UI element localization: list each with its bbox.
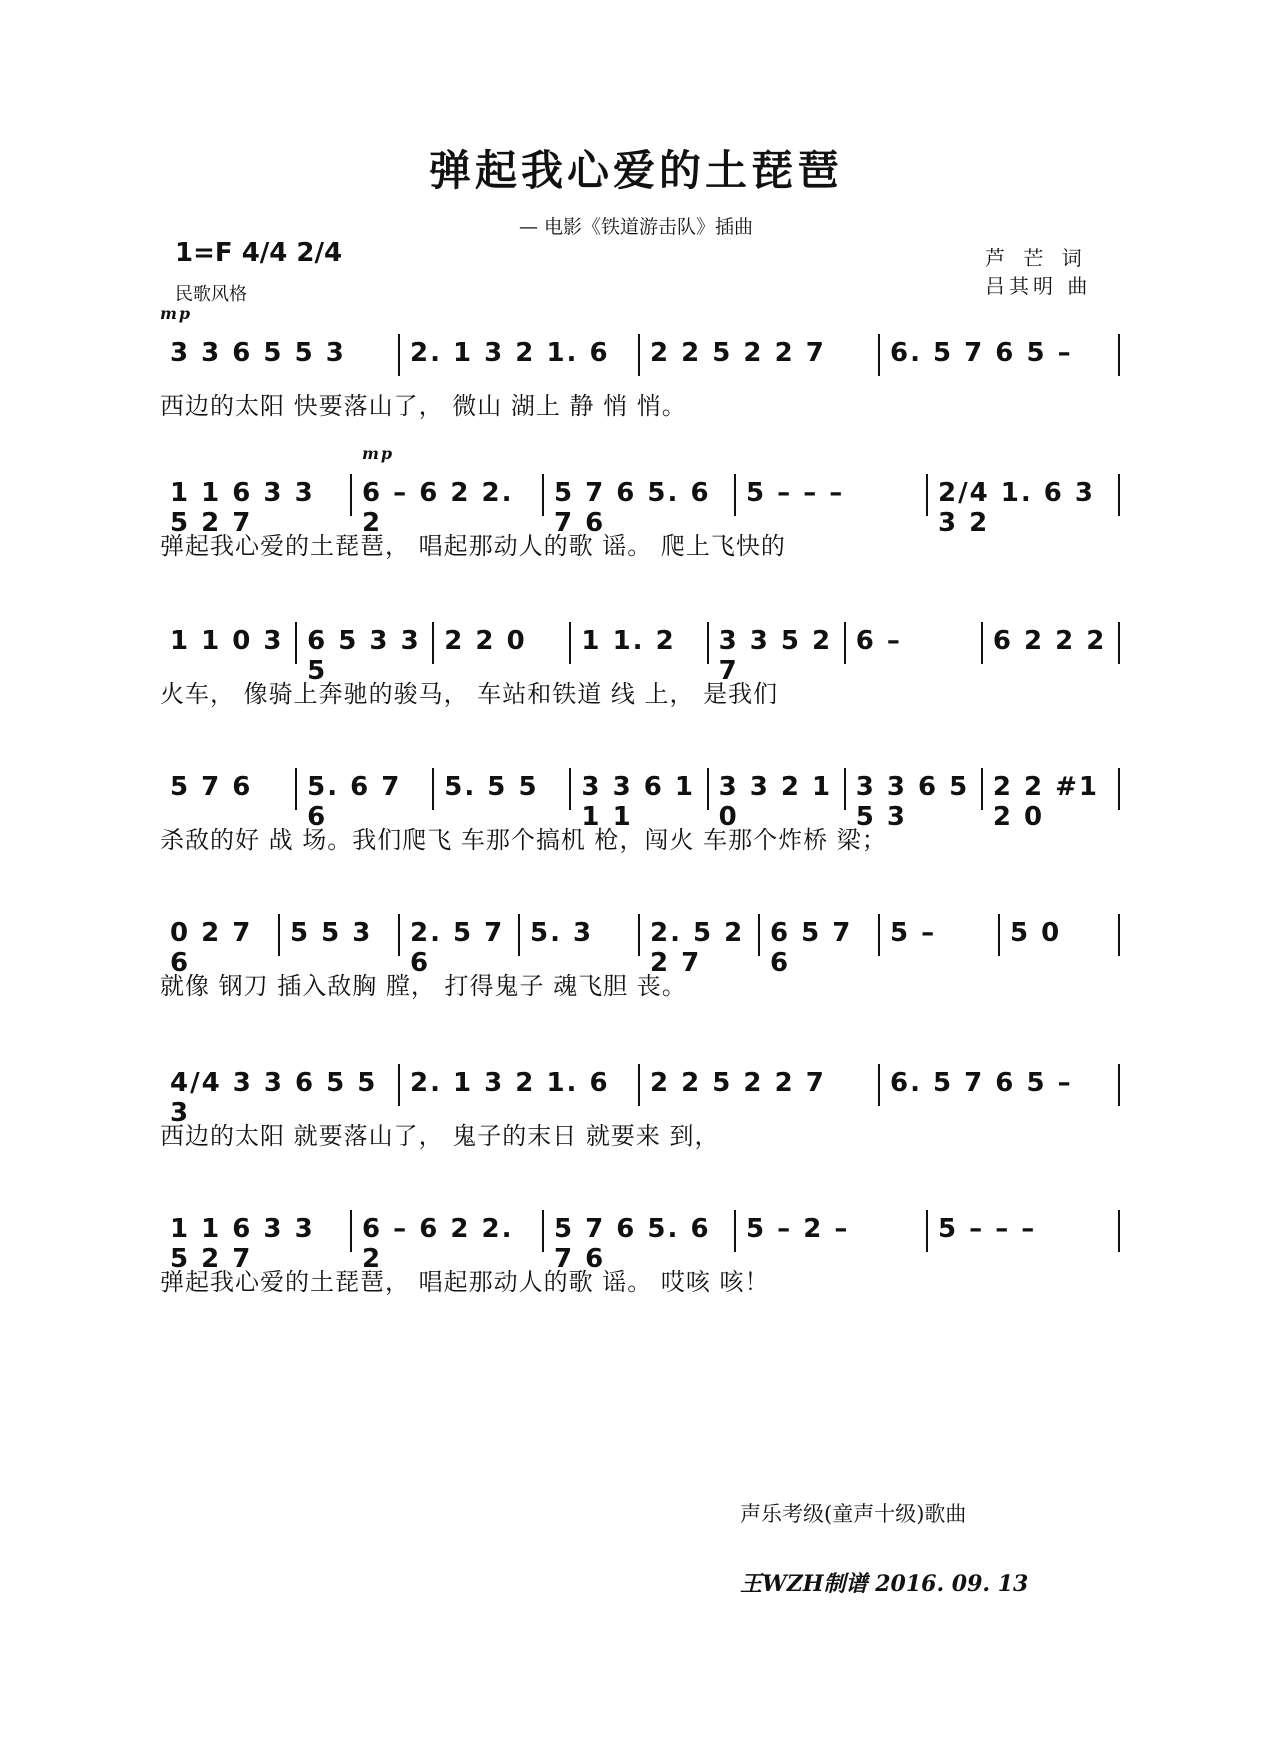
notation-line: [160, 1060, 1120, 1128]
song-title: 弹起我心爱的土琵琶: [428, 146, 843, 195]
barline: [707, 768, 709, 810]
barline: [734, 474, 736, 516]
measure: 1 1 0 3: [170, 626, 284, 656]
measure: 1 1 6 3 3 5 2 7: [170, 478, 315, 538]
lyricist-credit: 芦 芒 词: [985, 246, 1088, 270]
barline: [1118, 1064, 1120, 1106]
lyrics-line: 火车， 像骑上奔驰的骏马， 车站和铁道 线 上， 是我们: [160, 680, 779, 708]
barline: [878, 914, 880, 956]
measure: 5 – 2 –: [746, 1214, 850, 1244]
measure: 5 5 3: [290, 918, 373, 948]
measure: 6 5 3 3 5: [307, 626, 421, 686]
measure: 6. 5 7 6 5 –: [890, 338, 1073, 368]
lyrics-line: 西边的太阳 快要落山了， 微山 湖上 静 悄 悄。: [160, 392, 687, 420]
measure: 5 – – –: [746, 478, 845, 508]
measure: 2. 1 3 2 1. 6: [410, 1068, 610, 1098]
footer-note: 声乐考级(童声十级)歌曲: [740, 1502, 967, 1526]
measure: 0 2 7 6: [170, 918, 253, 978]
barline: [569, 622, 571, 664]
barline: [398, 334, 400, 376]
barline: [295, 622, 297, 664]
barline: [998, 914, 1000, 956]
key-signature: 1=F 4/4 2/4: [175, 238, 343, 268]
barline: [638, 334, 640, 376]
barline: [569, 768, 571, 810]
measure: 5 7 6: [170, 772, 253, 802]
barline: [926, 1210, 928, 1252]
barline: [981, 768, 983, 810]
notation-line: [160, 304, 1120, 380]
measure: 2 2 #1 2 0: [992, 772, 1100, 832]
song-subtitle: — 电影《铁道游击队》插曲: [518, 216, 754, 238]
notation-line: [160, 444, 1120, 538]
measure: 6 – 6 2 2. 2: [362, 478, 514, 538]
barline: [432, 768, 434, 810]
composer-credit: 吕其明 曲: [985, 274, 1092, 298]
barline: [278, 914, 280, 956]
barline: [542, 474, 544, 516]
barline: [398, 1064, 400, 1106]
measure: 2 2 5 2 2 7: [650, 1068, 826, 1098]
barline: [926, 474, 928, 516]
measure: 6 –: [855, 626, 902, 656]
measure: 2/4 1. 6 3 3 2: [938, 478, 1095, 538]
measure: 6 5 7 6: [770, 918, 853, 978]
barline: [981, 622, 983, 664]
measure: 2 2 0: [444, 626, 527, 656]
measure: 5. 5 5: [444, 772, 539, 802]
measure: 1 1. 2: [581, 626, 676, 656]
measure: 6 2 2 2: [992, 626, 1107, 656]
barline: [1118, 768, 1120, 810]
barline: [295, 768, 297, 810]
barline: [638, 1064, 640, 1106]
barline: [1118, 622, 1120, 664]
dynamic-marking: mp: [160, 304, 193, 323]
barline: [398, 914, 400, 956]
lyrics-line: 就像 钢刀 插入敌胸 膛， 打得鬼子 魂飞胆 丧。: [160, 972, 687, 1000]
barline: [350, 474, 352, 516]
barline: [518, 914, 520, 956]
measure: 5 –: [890, 918, 937, 948]
lyrics-line: 西边的太阳 就要落山了， 鬼子的末日 就要来 到，: [160, 1122, 720, 1150]
measure: 2. 1 3 2 1. 6: [410, 338, 610, 368]
measure: 5 – – –: [938, 1214, 1037, 1244]
barline: [878, 1064, 880, 1106]
barline: [542, 1210, 544, 1252]
measure: 3 3 6 5 5 3: [170, 338, 346, 368]
barline: [758, 914, 760, 956]
measure: 2. 5 7 6: [410, 918, 505, 978]
lyrics-line: 弹起我心爱的土琵琶， 唱起那动人的歌 谣。 爬上飞快的: [160, 532, 786, 560]
barline: [350, 1210, 352, 1252]
footer-credit: 王WZH制谱 2016. 09. 13: [740, 1571, 1029, 1597]
barline: [844, 768, 846, 810]
barline: [734, 1210, 736, 1252]
style-marking: 民歌风格: [175, 284, 247, 305]
measure: 3 3 6 1 1 1: [581, 772, 695, 832]
measure: 5 7 6 5. 6 7 6: [554, 478, 711, 538]
measure: 5. 3: [530, 918, 594, 948]
barline: [1118, 474, 1120, 516]
measure: 6 – 6 2 2. 2: [362, 1214, 514, 1274]
lyrics-line: 弹起我心爱的土琵琶， 唱起那动人的歌 谣。 哎咳 咳！: [160, 1268, 770, 1296]
measure: 1 1 6 3 3 5 2 7: [170, 1214, 315, 1274]
barline: [1118, 914, 1120, 956]
dynamic-marking: mp: [362, 444, 395, 463]
measure: 2 2 5 2 2 7: [650, 338, 826, 368]
measure: 6. 5 7 6 5 –: [890, 1068, 1073, 1098]
notation-line: [160, 764, 1120, 832]
measure: 5 7 6 5. 6 7 6: [554, 1214, 711, 1274]
measure: 5. 6 7 6: [307, 772, 402, 832]
measure: 4/4 3 3 6 5 5 3: [170, 1068, 378, 1128]
notation-line: [160, 618, 1120, 686]
measure: 5 0: [1010, 918, 1062, 948]
measure: 2. 5 2 2 7: [650, 918, 745, 978]
barline: [878, 334, 880, 376]
measure: 3 3 5 2 7: [718, 626, 833, 686]
barline: [844, 622, 846, 664]
barline: [1118, 1210, 1120, 1252]
measure: 3 3 2 1 0: [718, 772, 833, 832]
notation-line: [160, 1206, 1120, 1274]
barline: [432, 622, 434, 664]
barline: [707, 622, 709, 664]
lyrics-line: 杀敌的好 战 场。我们爬飞 车那个搞机 枪，闯火 车那个炸桥 梁；: [160, 826, 887, 854]
measure: 3 3 6 5 5 3: [855, 772, 970, 832]
notation-line: [160, 910, 1120, 978]
barline: [638, 914, 640, 956]
barline: [1118, 334, 1120, 376]
